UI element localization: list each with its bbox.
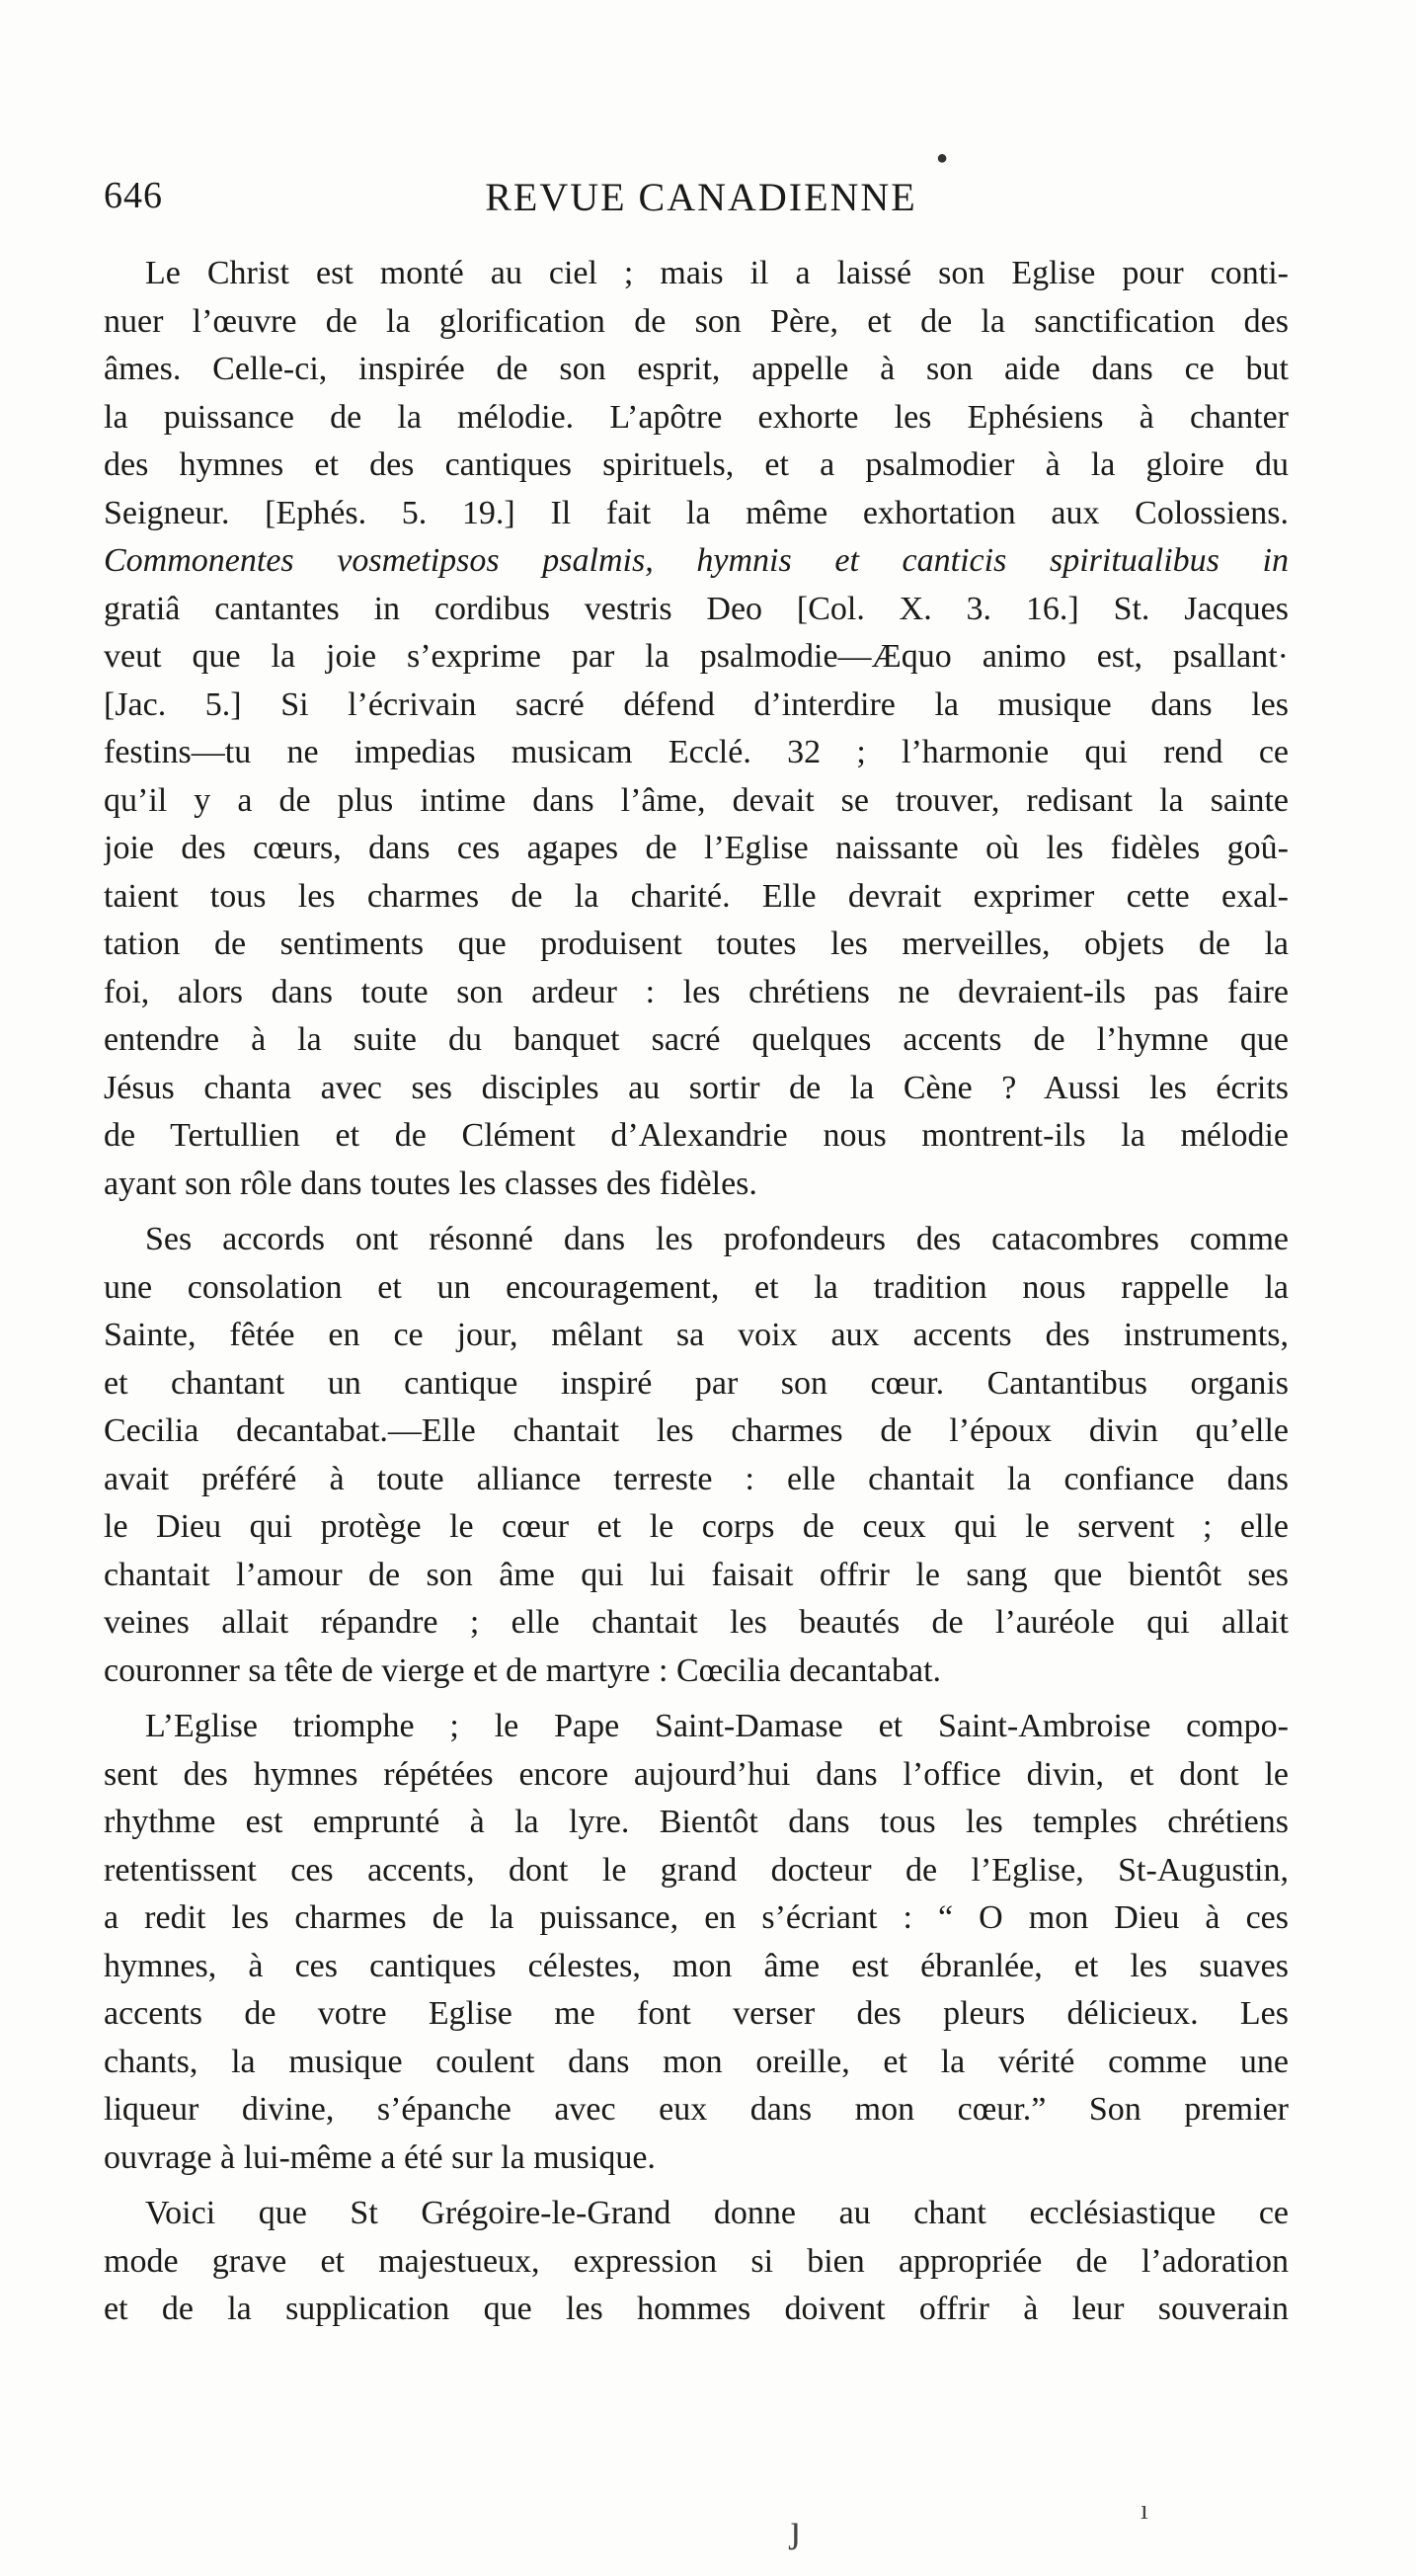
text-line: avait préféré à toute alliance terreste : elle chantait la confiance dans — [104, 1460, 1289, 1497]
text-line: foi, alors dans toute son ardeur : les chrétiens ne devraient-ils pas faire — [104, 973, 1289, 1010]
text-line: Jésus chanta avec ses disciples au sortir de la Cène ? Aussi les écrits — [104, 1069, 1289, 1106]
text-line: Seigneur. [Ephés. 5. 19.] Il fait la même exhortation aux Colossiens. — [104, 494, 1289, 531]
text-line: entendre à la suite du banquet sacré quelques accents de l’hymne que — [104, 1021, 1289, 1058]
paragraph-3 — [104, 1703, 1289, 2182]
text-line: Voici que St Grégoire-le-Grand donne au chant ecclésiastique ce — [145, 2195, 1289, 2231]
text-line: taient tous les charmes de la charité. Elle devrait exprimer cette exal- — [104, 877, 1289, 915]
body-text — [104, 250, 1289, 2334]
text-line: a redit les charmes de la puissance, en s’écriant : “ O mon Dieu à ces — [104, 1899, 1289, 1936]
paragraph-4 — [104, 2190, 1289, 2334]
text-line: liqueur divine, s’épanche avec eux dans mon cœur.” Son premier — [104, 2091, 1289, 2128]
text-line: Le Christ est monté au ciel ; mais il a laissé son Eglise pour conti- — [145, 255, 1289, 291]
text-line: rhythme est emprunté à la lyre. Bientôt dans tous les temples chrétiens — [104, 1804, 1289, 1840]
text-line: nuer l’œuvre de la glorification de son Père, et de la sanctification des — [104, 302, 1289, 340]
text-line: veut que la joie s’exprime par la psalmodie—Æquo animo est, psallant· — [104, 638, 1289, 675]
text-line: festins—tu ne impedias musicam Ecclé. 32 ; l’harmonie qui rend ce — [104, 734, 1289, 770]
text-line: des hymnes et des cantiques spirituels, et a psalmodier à la gloire du — [104, 446, 1289, 483]
text-line: sent des hymnes répétées encore aujourd’hui dans l’office divin, et dont le — [104, 1755, 1289, 1793]
text-line: Sainte, fêtée en ce jour, mêlant sa voix aux accents des instruments, — [104, 1317, 1289, 1353]
text-line: mode grave et majestueux, expression si bien appropriée de l’adoration — [104, 2242, 1289, 2280]
ink-speck-bottom-left: ȷ — [790, 2506, 802, 2550]
page-header — [104, 166, 1298, 225]
text-line: chants, la musique coulent dans mon oreille, et la vérité comme une — [104, 2043, 1289, 2080]
text-line: [Jac. 5.] Si l’écrivain sacré défend d’interdire la musique dans les — [104, 685, 1289, 723]
running-title: REVUE CANADIENNE — [485, 175, 917, 219]
text-line: chantait l’amour de son âme qui lui faisait offrir le sang que bientôt ses — [104, 1556, 1289, 1593]
text-line: et de la supplication que les hommes doivent offrir à leur souverain — [104, 2291, 1289, 2327]
text-line: joie des cœurs, dans ces agapes de l’Eglise naissante où les fidèles goû- — [104, 830, 1289, 866]
page-number: 646 — [104, 175, 163, 216]
text-line: âmes. Celle-ci, inspirée de son esprit, appelle à son aide dans ce but — [104, 351, 1289, 387]
text-line: le Dieu qui protège le cœur et le corps de ceux qui le servent ; elle — [104, 1508, 1289, 1545]
text-line: hymnes, à ces cantiques célestes, mon âme est ébranlée, et les suaves — [104, 1947, 1289, 1984]
text-line: tation de sentiments que produisent toutes les merveilles, objets de la — [104, 926, 1289, 962]
text-line: gratiâ cantantes in cordibus vestris Deo [Col. X. 3. 16.] St. Jacques — [104, 590, 1289, 627]
text-line: retentissent ces accents, dont le grand docteur de l’Eglise, St-Augustin, — [104, 1851, 1289, 1889]
ink-speck-top: ● — [936, 147, 949, 169]
paragraph-2 — [104, 1216, 1289, 1695]
ink-speck-bottom-right: ı — [1141, 2495, 1148, 2526]
paragraph-1 — [104, 250, 1289, 1208]
text-line: la puissance de la mélodie. L’apôtre exhorte les Ephésiens à chanter — [104, 398, 1289, 436]
text-line: qu’il y a de plus intime dans l’âme, devait se trouver, redisant la sainte — [104, 781, 1289, 819]
text-line: veines allait répandre ; elle chantait les beautés de l’auréole qui allait — [104, 1604, 1289, 1641]
text-line: accents de votre Eglise me font verser des pleurs délicieux. Les — [104, 1995, 1289, 2032]
text-line: Commonentes vosmetipsos psalmis, hymnis et canticis spiritualibus in — [104, 542, 1289, 579]
text-line: de Tertullien et de Clément d’Alexandrie nous montrent-ils la mélodie — [104, 1117, 1289, 1154]
text-line: ayant son rôle dans toutes les classes des fidèles. — [104, 1165, 757, 1202]
text-line: et chantant un cantique inspiré par son cœur. Cantantibus organis — [104, 1364, 1289, 1402]
text-line: Ses accords ont résonné dans les profondeurs des catacombres comme — [145, 1221, 1289, 1257]
text-line: couronner sa tête de vierge et de martyre : Cœcilia decantabat. — [104, 1651, 942, 1689]
text-line: L’Eglise triomphe ; le Pape Saint-Damase et Saint-Ambroise compo- — [145, 1708, 1289, 1744]
text-line: une consolation et un encouragement, et la tradition nous rappelle la — [104, 1268, 1289, 1306]
text-line: Cecilia decantabat.—Elle chantait les charmes de l’époux divin qu’elle — [104, 1412, 1289, 1449]
text-line: ouvrage à lui-même a été sur la musique. — [104, 2138, 656, 2176]
